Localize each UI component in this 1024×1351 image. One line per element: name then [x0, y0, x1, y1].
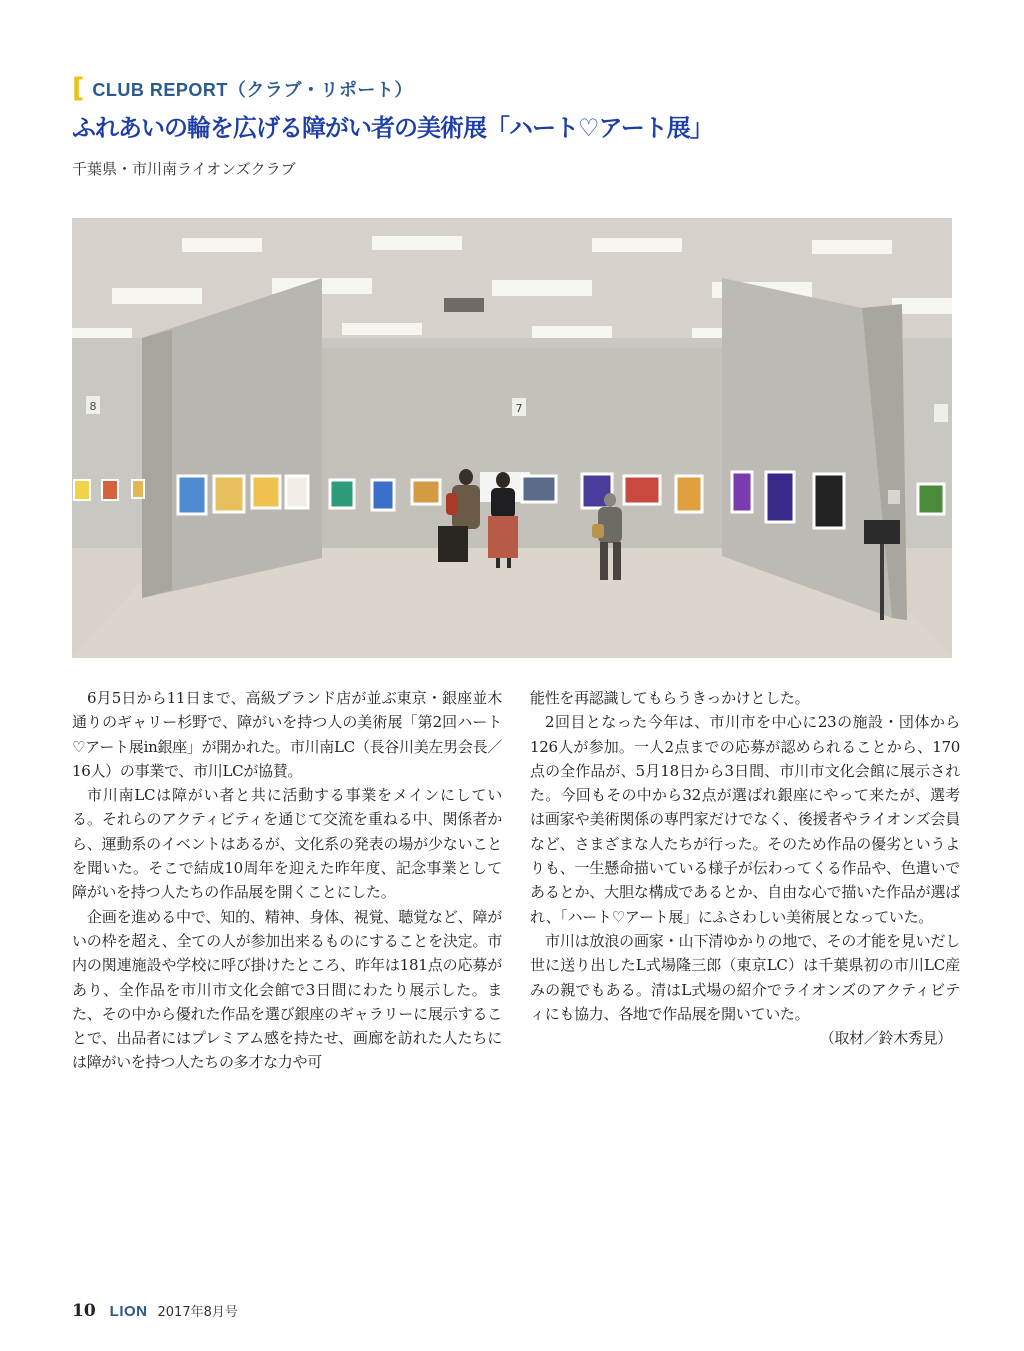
paragraph: 企画を進める中で、知的、精神、身体、視覚、聴覚など、障がいの枠を超え、全ての人が参加出来るものにすることを決定。市内の関連施設や学校に呼び掛けたところ、昨年は181点の応募があり、全作品を市川市文化会館で3日間にわたり展示した。また、その中から優れた作品を選び銀座のギャラリーに展示することで、出品者にはプレミアム感を持たせ、画廊を訪れた人たちには障がいを持つ人たちの多才な力や可	[72, 907, 502, 1072]
kicker-bracket: [	[72, 73, 85, 104]
page-footer	[72, 1301, 238, 1325]
article-credit: （取材／鈴木秀見）	[819, 1029, 952, 1048]
article-column-right	[530, 686, 960, 1050]
magazine-name: LION	[109, 1303, 148, 1320]
page-number: 10	[72, 1301, 96, 1321]
paragraph: 2回目となった今年は、市川市を中心に23の施設・団体から126人が参加。一人2点までの応募が認められることから、170点の全作品が、5月18日から3日間、市川市文化会館に展示された。今回もその中から32点が選ばれ銀座にやって来たが、選考は画家や美術関係の専門家だけでなく、後援者やライオンズ会員など、さまざまな人たちが行った。そのため作品の優劣というよりも、一生懸命描いている様子が伝わってくる作品や、色遣いであるとか、大胆な構成であるとか、自由な心で描いた作品が選ばれ、「ハート♡アート展」にふさわしい美術展となっていた。	[530, 713, 960, 926]
paragraph: 市川南LCは障がい者と共に活動する事業をメインにしている。それらのアクティビティを通じて交流を重ねる中、関係者から、運動系のイベントはあるが、文化系の発表の場が少ないことを聞いた。そこで結成10周年を迎えた昨年度、記念事業として障がいを持つ人たちの作品展を開くことにした。	[72, 786, 502, 902]
kicker-label: CLUB REPORT（クラブ・リポート）	[92, 80, 413, 100]
section-kicker	[72, 74, 413, 104]
paragraph: 6月5日から11日まで、高級ブランド店が並ぶ東京・銀座並木通りのギャリー杉野で、障がいを持つ人の美術展「第2回ハート♡アート展in銀座」が開かれた。市川南LC（長谷川美左男会長／16人）の事業で、市川LCが協賛。	[72, 689, 502, 780]
club-name: 千葉県・市川南ライオンズクラブ	[72, 160, 296, 178]
paragraph: 市川は放浪の画家・山下清ゆかりの地で、その才能を見いだし世に送り出したL式場隆三郎（東京LC）は千葉県初の市川LC産みの親でもある。清はL式場の紹介でライオンズのアクティビティにも協力、各地で作品展を開いていた。	[530, 931, 960, 1023]
article-column-left	[72, 686, 502, 1075]
section-sign: 8	[89, 400, 97, 413]
issue-date: 2017年8月号	[157, 1305, 238, 1320]
section-sign: 7	[515, 402, 523, 415]
article-title: ふれあいの輪を広げる障がい者の美術展「ハート♡アート展」	[72, 114, 713, 142]
paragraph-continued: 能性を再認識してもらうきっかけとした。	[530, 689, 810, 707]
gallery-photo	[72, 218, 952, 658]
